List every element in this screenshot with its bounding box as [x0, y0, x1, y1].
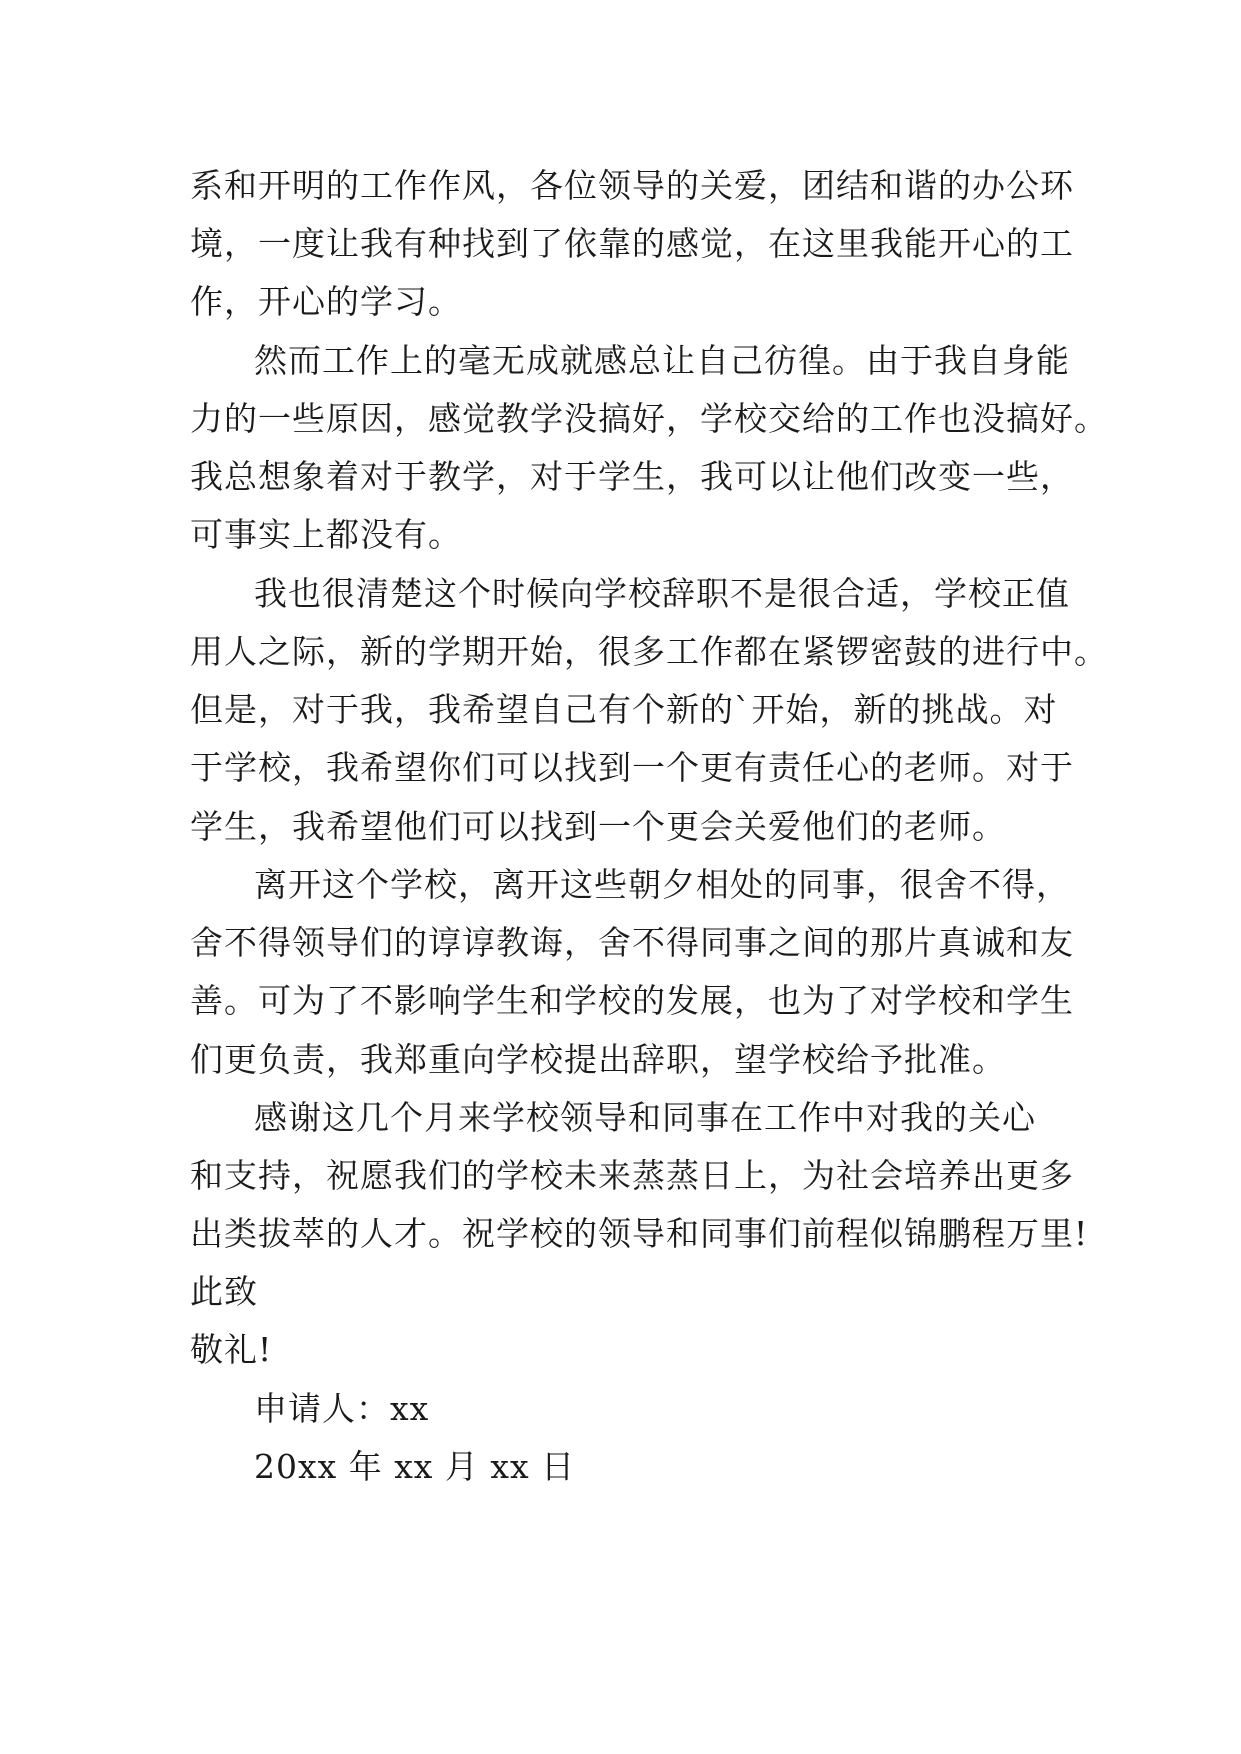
text-line: 善。可为了不影响学生和学校的发展，也为了对学校和学生 [190, 981, 1074, 1020]
date-line: 20xx 年 xx 月 xx 日 [254, 1447, 576, 1486]
text-line: 学生，我希望他们可以找到一个更会关爱他们的老师。 [190, 807, 1006, 846]
text-line: 作，开心的学习。 [190, 282, 462, 321]
paragraph-first-line: 离开这个学校，离开这些朝夕相处的同事，很舍不得， [254, 865, 1070, 904]
text-line: 我总想象着对于教学，对于学生，我可以让他们改变一些， [190, 457, 1074, 496]
text-line: 系和开明的工作作风，各位领导的关爱，团结和谐的办公环 [190, 166, 1074, 205]
text-line: 但是，对于我，我希望自己有个新的`开始，新的挑战。对 [190, 690, 1058, 729]
text-line: 可事实上都没有。 [190, 515, 462, 554]
paragraph-first-line: 我也很清楚这个时候向学校辞职不是很合适，学校正值 [254, 574, 1070, 613]
text-line: 出类拔萃的人才。祝学校的领导和同事们前程似锦鹏程万里! [190, 1214, 1089, 1253]
text-line: 们更负责，我郑重向学校提出辞职，望学校给予批准。 [190, 1040, 1006, 1079]
text-line: 用人之际，新的学期开始，很多工作都在紧锣密鼓的进行中。 [190, 632, 1108, 671]
text-line: 舍不得领导们的谆谆教诲，舍不得同事之间的那片真诚和友 [190, 923, 1074, 962]
text-line: 于学校，我希望你们可以找到一个更有责任心的老师。对于 [190, 748, 1074, 787]
text-line: 和支持，祝愿我们的学校未来蒸蒸日上，为社会培养出更多 [190, 1156, 1074, 1195]
text-line: 力的一些原因，感觉教学没搞好，学校交给的工作也没搞好。 [190, 399, 1108, 438]
text-line: 境，一度让我有种找到了依靠的感觉，在这里我能开心的工 [190, 224, 1074, 263]
paragraph-first-line: 感谢这几个月来学校领导和同事在工作中对我的关心 [254, 1098, 1036, 1137]
applicant-signature: 申请人：xx [254, 1389, 430, 1428]
closing-salute: 敬礼! [190, 1330, 273, 1369]
closing-greeting: 此致 [190, 1272, 258, 1311]
paragraph-first-line: 然而工作上的毫无成就感总让自己彷徨。由于我自身能 [254, 341, 1070, 380]
